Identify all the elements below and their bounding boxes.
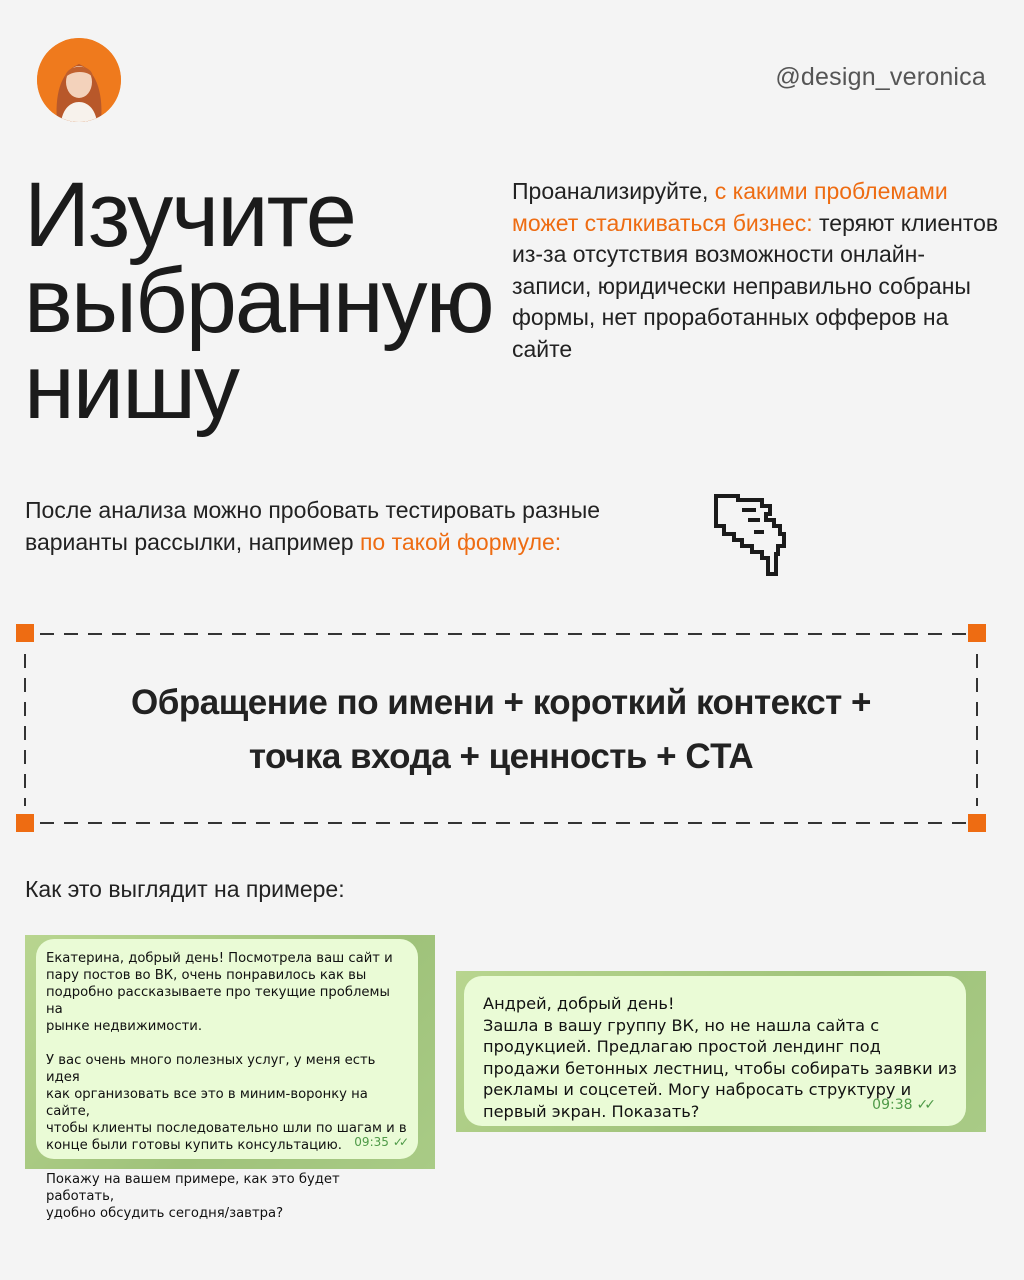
title-line: выбранную xyxy=(24,250,493,352)
formula-line: Обращение по имени + короткий контекст + xyxy=(131,683,871,722)
intro-highlight: с какими проблемами может сталкиваться бизнес: xyxy=(512,178,948,236)
formula-text xyxy=(16,676,986,784)
author-avatar xyxy=(37,38,121,122)
message-screenshot xyxy=(456,971,986,1132)
message-screenshot xyxy=(25,935,435,1221)
intro-text: Проанализируйте, xyxy=(512,178,715,204)
message-time xyxy=(354,1135,405,1149)
title-line: Изучите xyxy=(24,164,355,266)
intro-paragraph xyxy=(512,176,1002,365)
formula-frame xyxy=(16,624,986,832)
message-bubble xyxy=(36,939,418,1221)
read-checkmarks-icon: ✓✓ xyxy=(392,1135,405,1149)
example-label: Как это выглядит на примере: xyxy=(25,876,345,902)
message-bubble xyxy=(464,976,966,1126)
author-handle: @design_veronica xyxy=(775,63,986,91)
message-time-value: 09:38 xyxy=(872,1097,913,1113)
message-text: Екатерина, добрый день! Посмотрела ваш сайт и пару постов во ВК, очень понравилось как вы подробно рассказываете про текущие проблемы на рынке недвижимости. У вас очень много полезных услуг, у меня есть идея как организовать все это в миним-воронку на сайте, чтобы клиенты последовательно шли по шагам и в конце были готовы купить консультацию. Покажу на вашем примере, как это будет работать, удобно обсудить сегодня/завтра? xyxy=(46,951,407,1221)
intro-text: теряют клиентов из-за отсутствия возможности онлайн-записи, юридически неправильно собраны формы, нет проработанных офферов на сайте xyxy=(512,209,999,362)
page-title xyxy=(24,164,493,438)
after-analysis-text: После анализа можно пробовать тестировать разные варианты рассылки, например xyxy=(25,497,601,555)
message-text: Андрей, добрый день! Зашла в вашу группу ВК, но не нашла сайта с продукцией. Предлагаю простой лендинг под продажи бетонных лестниц, чтобы собирать заявки из рекламы и соцсетей. Могу набросать структуру и первый экран. Показать? xyxy=(483,994,957,1121)
pointing-hand-icon xyxy=(708,486,792,587)
message-time xyxy=(872,1097,932,1113)
formula-line: точка входа + ценность + CTA xyxy=(248,737,754,776)
after-analysis-highlight: по такой формуле: xyxy=(359,529,562,555)
author-photo-icon xyxy=(37,38,121,122)
title-line: нишу xyxy=(24,336,239,438)
after-analysis-paragraph xyxy=(25,494,685,558)
message-time-value: 09:35 xyxy=(354,1135,389,1149)
read-checkmarks-icon: ✓✓ xyxy=(916,1097,932,1113)
